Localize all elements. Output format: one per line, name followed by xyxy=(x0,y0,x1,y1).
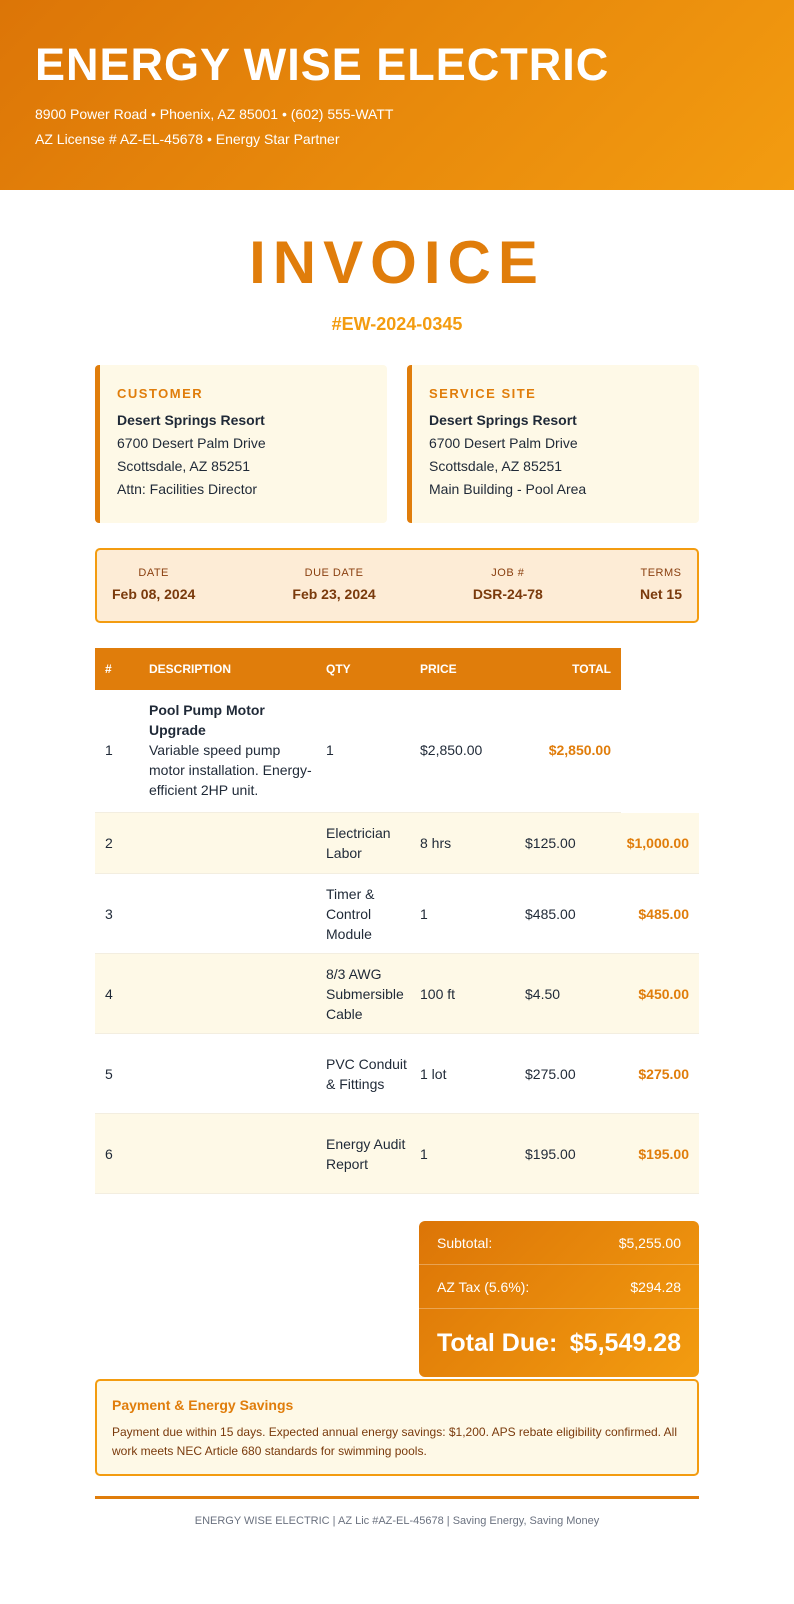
row-price-total xyxy=(515,1144,699,1164)
customer-attention: Attn: Facilities Director xyxy=(117,481,258,497)
header-number: # xyxy=(105,662,112,676)
row-qty: 100 ft xyxy=(420,985,456,1002)
subtotal-row xyxy=(419,1221,699,1265)
row-total: $195.00 xyxy=(638,1145,689,1162)
row-price-total xyxy=(515,833,699,853)
header-total: TOTAL xyxy=(572,662,611,676)
row-number: 6 xyxy=(105,1145,113,1162)
payment-notes xyxy=(95,1379,699,1476)
meta-label: DUE DATE xyxy=(304,567,364,579)
notes-title: Payment & Energy Savings xyxy=(112,1397,294,1413)
row-description: Electrician Labor xyxy=(326,825,391,861)
totals-summary xyxy=(419,1221,699,1377)
company-license: AZ License # AZ-EL-45678 • Energy Star Partner xyxy=(35,131,340,147)
table-row xyxy=(95,1114,699,1194)
row-total: $2,850.00 xyxy=(548,742,611,758)
service-site-heading: SERVICE SITE xyxy=(429,386,537,401)
meta-label: TERMS xyxy=(640,567,682,579)
customer-address-line: 6700 Desert Palm Drive xyxy=(117,435,266,451)
row-price: $125.00 xyxy=(525,835,576,851)
customer-box xyxy=(95,365,387,523)
invoice-meta xyxy=(95,548,699,623)
row-qty: 1 xyxy=(326,742,334,758)
invoice-title: INVOICE xyxy=(249,229,545,296)
meta-value: DSR-24-78 xyxy=(472,586,543,602)
company-header xyxy=(0,0,794,190)
total-due-row xyxy=(419,1309,699,1377)
row-description: Energy Audit Report xyxy=(326,1135,406,1172)
table-row xyxy=(95,954,699,1034)
table-row xyxy=(95,813,699,874)
item-detail: Variable speed pump motor installation. Energy-efficient 2HP unit. xyxy=(149,742,312,798)
row-description: Timer & Control Module xyxy=(326,885,375,942)
row-description xyxy=(139,700,316,800)
header-qty: QTY xyxy=(326,662,351,676)
customer-heading: CUSTOMER xyxy=(117,386,204,401)
row-number: 1 xyxy=(105,742,113,758)
row-price: $4.50 xyxy=(525,985,561,1002)
meta-job-number xyxy=(473,565,543,621)
total-due-value: $5,549.28 xyxy=(569,1328,681,1357)
row-price: $485.00 xyxy=(525,905,576,922)
customer-city-line: Scottsdale, AZ 85251 xyxy=(117,458,251,474)
table-header xyxy=(95,648,621,690)
table-row xyxy=(95,690,621,813)
subtotal-label: Subtotal: xyxy=(437,1234,493,1251)
meta-terms xyxy=(640,565,682,621)
row-number: 4 xyxy=(105,985,113,1002)
footer-divider xyxy=(95,1496,699,1499)
row-description: PVC Conduit & Fittings xyxy=(326,1055,407,1092)
row-price-total xyxy=(515,1064,699,1084)
row-qty: 1 lot xyxy=(420,1065,447,1082)
row-qty: 1 xyxy=(420,905,428,922)
row-qty: 1 xyxy=(420,1145,428,1162)
row-price-total xyxy=(515,984,699,1004)
notes-text: Payment due within 15 days. Expected annual energy savings: $1,200. APS rebate eligibility confirmed. All work meets NEC Article 680 standards for swimming pools. xyxy=(112,1425,678,1458)
row-number: 2 xyxy=(105,835,113,851)
meta-due-date xyxy=(292,565,375,621)
header-description: DESCRIPTION xyxy=(149,662,232,676)
subtotal-value: $5,255.00 xyxy=(618,1234,681,1251)
row-total: $275.00 xyxy=(638,1065,689,1082)
row-price: $275.00 xyxy=(525,1065,576,1082)
customer-name: Desert Springs Resort xyxy=(117,412,265,428)
meta-value: Net 15 xyxy=(639,586,682,602)
row-total: $450.00 xyxy=(638,985,689,1002)
invoice-number: #EW-2024-0345 xyxy=(331,314,463,334)
service-site-city-line: Scottsdale, AZ 85251 xyxy=(429,458,563,474)
meta-date xyxy=(112,565,195,621)
meta-value: Feb 23, 2024 xyxy=(292,586,376,602)
row-number: 3 xyxy=(105,905,113,922)
table-row xyxy=(95,874,699,954)
header-price: PRICE xyxy=(420,662,457,676)
company-address: 8900 Power Road • Phoenix, AZ 85001 • (602) 555-WATT xyxy=(35,106,394,122)
row-qty: 8 hrs xyxy=(420,835,452,851)
meta-label: DATE xyxy=(138,567,169,579)
row-price: $195.00 xyxy=(525,1145,576,1162)
table-row xyxy=(95,1034,699,1114)
item-name: Pool Pump Motor Upgrade xyxy=(149,702,265,738)
service-site-address-line: 6700 Desert Palm Drive xyxy=(429,435,578,451)
line-items-table xyxy=(95,648,699,1194)
company-name: ENERGY WISE ELECTRIC xyxy=(35,39,610,90)
row-number: 5 xyxy=(105,1065,113,1082)
meta-label: JOB # xyxy=(491,567,525,579)
tax-value: $294.28 xyxy=(630,1278,681,1295)
footer-text: ENERGY WISE ELECTRIC | AZ Lic #AZ-EL-45678 | Saving Energy, Saving Money xyxy=(194,1515,600,1527)
row-price-total xyxy=(515,904,699,924)
tax-row xyxy=(419,1265,699,1309)
row-description: 8/3 AWG Submersible Cable xyxy=(326,965,404,1022)
service-site-location: Main Building - Pool Area xyxy=(429,481,587,497)
row-price: $2,850.00 xyxy=(420,742,483,758)
service-site-name: Desert Springs Resort xyxy=(429,412,577,428)
row-total: $1,000.00 xyxy=(626,835,689,851)
tax-label: AZ Tax (5.6%): xyxy=(437,1278,530,1295)
meta-value: Feb 08, 2024 xyxy=(112,586,196,602)
total-due-label: Total Due: xyxy=(437,1328,558,1357)
service-site-box xyxy=(407,365,699,523)
row-total: $485.00 xyxy=(638,905,689,922)
